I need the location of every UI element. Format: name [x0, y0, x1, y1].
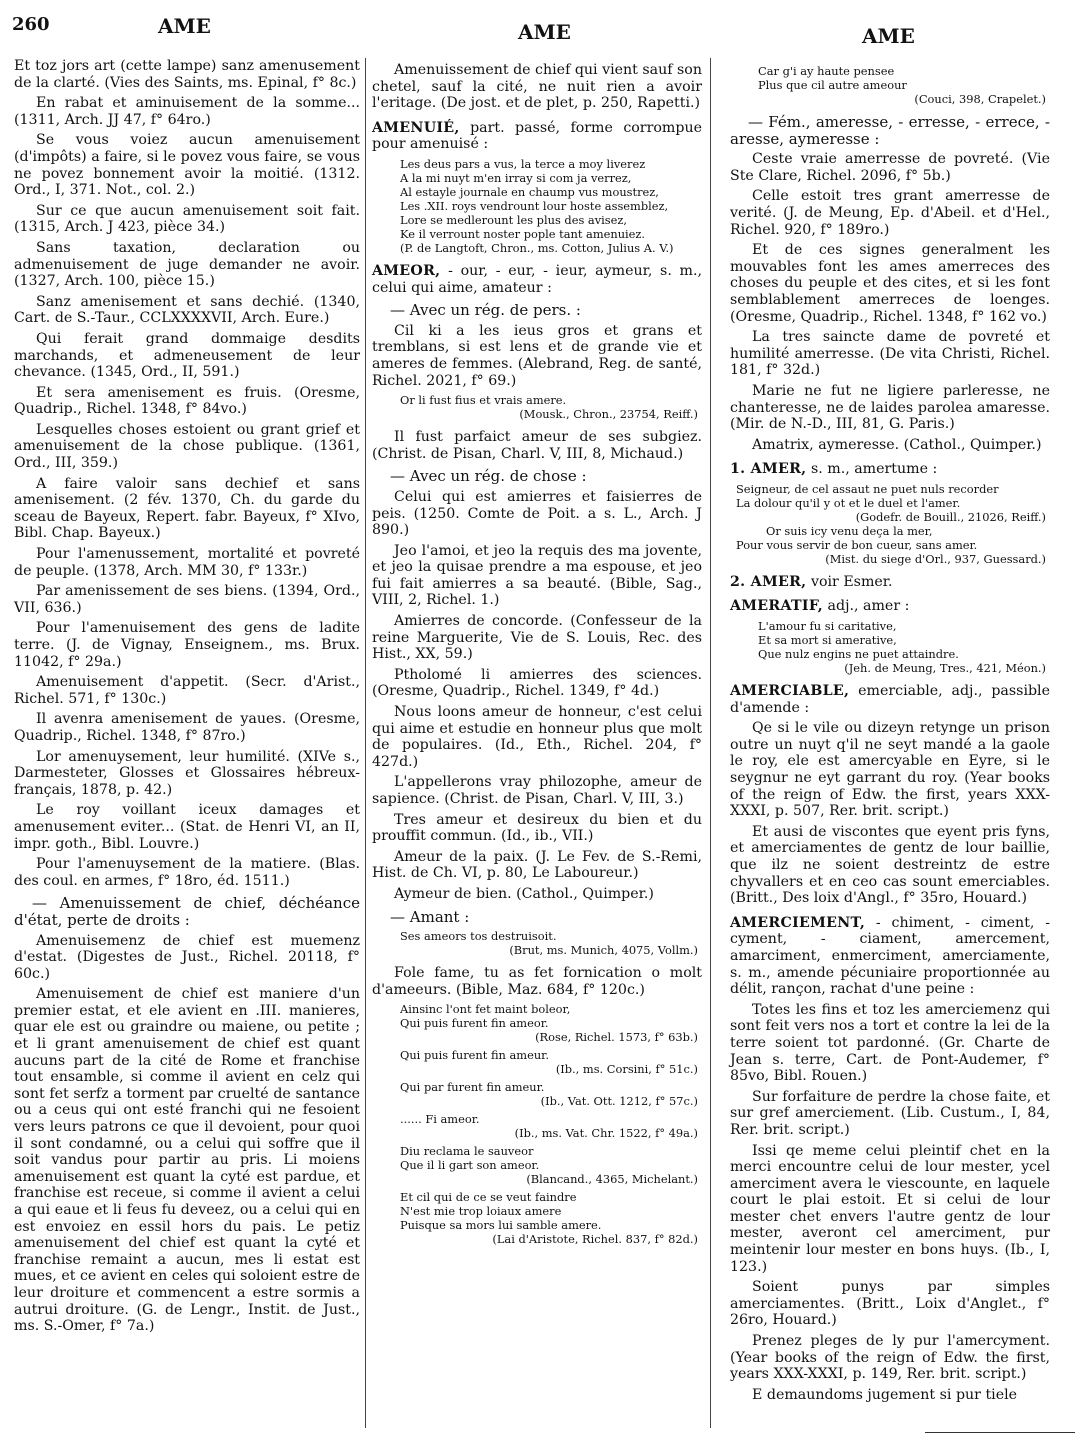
citation-verse	[736, 482, 1050, 566]
entry-paragraph: Amenuissement de chief qui vient sauf son chetel, sauf la cité, ne nuit rien a avoir l'eritage. (De jost. et de plet, p. 250, Rapetti.)	[372, 62, 702, 112]
lemma: 2. AMER,	[730, 573, 807, 590]
verse-line: Or suis icy venu deça la mer,	[766, 523, 933, 538]
column-divider	[710, 58, 711, 1428]
definition: adj., amer :	[827, 598, 910, 615]
verse-line: Diu reclama le sauveor	[400, 1144, 534, 1159]
lemma: AMERATIF,	[730, 598, 824, 615]
entry-paragraph: Amenuisemenz de chief est muemenz d'estat. (Digestes de Just., Richel. 20118, f° 60c.)	[14, 932, 360, 982]
verse-line: Que il li gart son ameor.	[400, 1158, 540, 1173]
verse-line: Ainsinc l'ont fet maint boleor,	[400, 1002, 571, 1017]
definition: s. m., amertume :	[810, 461, 938, 478]
lemma: AMERCIABLE,	[730, 683, 850, 700]
citation-source: (P. de Langtoft, Chron., ms. Cotton, Julius A. V.)	[400, 240, 674, 255]
entry-paragraph: Amenuisement d'appetit. (Secr. d'Arist., Richel. 571, f° 130c.)	[14, 674, 360, 707]
verse-line: Lore se medlerount les plus des avisez,	[400, 212, 627, 227]
verse-line: Et sa mort si amerative,	[758, 633, 897, 648]
definition: part. passé, forme corrompue pour amenuisé :	[372, 119, 702, 153]
entry-paragraph: Et sera amenisement es fruis. (Oresme, Quadrip., Richel. 1348, f° 84vo.)	[14, 384, 360, 418]
entry-amerciable	[730, 683, 1050, 716]
citation-source: (Jeh. de Meung, Tres., 421, Méon.)	[844, 661, 1046, 676]
verse-line: Car g'i ay haute pensee	[758, 64, 895, 78]
entry-paragraph: Amatrix, aymeresse. (Cathol., Quimper.)	[752, 436, 1042, 453]
citation-source: (Couci, 398, Crapelet.)	[914, 92, 1046, 106]
entry-paragraph: Et de ces signes generalment les mouvables font les ames amerreces des choses du peuple et des cites, et si les font semblablement amerreces de loenges. (Oresme, Quadrip., Richel. 1348, f° 162 vo.)	[730, 242, 1050, 325]
definition: - our, - eur, - ieur, aymeur, s. m., celui qui aime, amateur :	[372, 262, 702, 296]
sense-heading: — Avec un rég. de chose :	[390, 467, 587, 486]
definition: voir Esmer.	[810, 573, 893, 590]
entry-paragraph: Aymeur de bien. (Cathol., Quimper.)	[394, 885, 654, 902]
entry-paragraph: Et toz jors art (cette lampe) sanz amenusement de la clarté. (Vies des Saints, ms. Epinal, f° 8c.)	[14, 58, 360, 91]
entry-paragraph: Marie ne fut ne ligiere parleresse, ne chanteresse, ne de laides parolea amaresse. (Mir. de N.-D., III, 81, G. Paris.)	[730, 382, 1050, 433]
verse-line: Les .XII. roys vendrount lour hoste assemblez,	[400, 198, 669, 213]
entry-paragraph: Jeo l'amoi, et jeo la requis des ma jovente, et jeo la quisae prendre a ma espouse, et jeo fui fait amierres a sa beauté. (Bible, Sag., VIII, 2, Richel. 1.)	[372, 542, 702, 609]
entry-paragraph: Il fust parfaict ameur de ses subgiez. (Christ. de Pisan, Charl. V, III, 8, Michaud.)	[372, 429, 702, 462]
sense-heading: — Avec un rég. de pers. :	[390, 301, 581, 320]
entry-amer-1	[730, 461, 1050, 478]
citation-source: (Lai d'Aristote, Richel. 837, f° 82d.)	[492, 1232, 698, 1247]
lemma: AMERCIEMENT,	[730, 914, 866, 931]
running-head-left: AME	[158, 14, 211, 38]
entry-paragraph: Ceste vraie amerresse de povreté. (Vie Ste Clare, Richel. 2096, f° 5b.)	[730, 151, 1050, 184]
verse-line: ...... Fi ameor.	[400, 1112, 480, 1127]
citation-source: (Blancand., 4365, Michelant.)	[526, 1172, 698, 1187]
entry-paragraph: Pour l'amenussement, mortalité et povreté de peuple. (1378, Arch. MM 30, f° 133r.)	[14, 546, 360, 579]
entry-paragraph: Nous loons ameur de honneur, c'est celui qui aime et estudie en honneur plus que molt de populaires. (Id., Eth., Richel. 204, f° 427d.)	[372, 704, 702, 770]
sense-heading: — Amant :	[390, 907, 470, 926]
running-head-center: AME	[518, 20, 571, 44]
sense-heading: — Fém., ameresse, - erresse, - errece, - aresse, aymeresse :	[730, 113, 1050, 148]
verse-line: Or li fust fius et vrais amere.	[400, 393, 567, 408]
citation-source: (Ib., ms. Corsini, f° 51c.)	[555, 1062, 698, 1077]
definition: - chiment, - ciment, - cyment, - ciament, amercement, amarciment, enmerciment, amerciamente, s. m., amende pécuniaire proportionnée au délit, rançon, rachat d'une peine :	[730, 914, 1051, 998]
entry-paragraph: Celle estoit tres grant amerresse de verité. (J. de Meung, Ep. d'Abeil. et d'Hel., Richel. 920, f° 189ro.)	[730, 188, 1050, 238]
verse-line: Ses ameors tos destruisoit.	[400, 929, 557, 944]
definition: emerciable, adj., passible d'amende :	[730, 683, 1050, 716]
entry-paragraph: Le roy voillant iceux damages et amenusement eviter... (Stat. de Henri VI, an II, impr. goth., Bibl. Louvre.)	[14, 802, 360, 852]
entry-paragraph: Issi qe meme celui pleintif chet en la merci encountre celui de lour mester, ycel amerciment avera le viescounte, en laquele court le plai estoit. Et si celui de lour mester chet envers l'autre gentz de lour mester, averont cel amerciment, pur meintenir lour mester en bons huys. (Ib., I, 123.)	[730, 1142, 1050, 1275]
citation-source: (Mist. du siege d'Orl., 937, Guessard.)	[825, 551, 1046, 566]
entry-paragraph: Par amenissement de ses biens. (1394, Ord., VII, 636.)	[14, 583, 360, 616]
entry-amenuie	[372, 120, 702, 153]
entry-paragraph: L'appellerons vray philozophe, ameur de sapience. (Christ. de Pisan, Charl. V, III, 3.)	[372, 774, 702, 807]
entry-paragraph: Tres ameur et desireux du bien et du prouffit commun. (Id., ib., VII.)	[372, 811, 702, 845]
citation-verse	[758, 619, 1050, 675]
entry-paragraph: Qe si le vile ou dizeyn retynge un prison outre un nuyt q'il ne seyt mandé a la gaole le roy, ele est amercyable en Eyre, si le seygnur ne eyt garrant du roy. (Year books of the reign of Edw. the first, years XXX-XXXI, p. 507, Rer. brit. script.)	[730, 720, 1050, 820]
citation-source: (Ib., ms. Vat. Chr. 1522, f° 49a.)	[514, 1126, 698, 1141]
citation-source: (Rose, Richel. 1573, f° 63b.)	[535, 1030, 698, 1045]
verse-line: A la mi nuyt m'en irray si com ja verrez,	[400, 170, 632, 185]
column-divider	[365, 58, 366, 1428]
citation-verse	[758, 64, 1050, 106]
entry-paragraph: Cil ki a les ieus gros et grans et tremblans, si est lens et de grande vie et ameres de femmes. (Alebrand, Reg. de santé, Richel. 2021, f° 69.)	[372, 322, 702, 389]
entry-paragraph: Soient punys par simples amerciamentes. (Britt., Loix d'Anglet., f° 26ro, Houard.)	[730, 1279, 1050, 1329]
entry-paragraph: Qui ferait grand dommaige desdits marchands, et admeneusement de leur chevance. (1345, Ord., II, 591.)	[14, 330, 360, 381]
column-2	[372, 62, 702, 1254]
entry-paragraph: Sans taxation, declaration ou admenuisement de juge demander ne avoir. (1327, Arch. 100, pièce 15.)	[14, 239, 360, 290]
entry-paragraph: A faire valoir sans dechief et sans amenisement. (2 fév. 1370, Ch. du garde du sceau de Bayeux, Repert. fabr. Bayeux, f° XIvo, Bibl. Chap. Bayeux.)	[14, 475, 360, 542]
entry-paragraph: Prenez pleges de ly pur l'amercyment. (Year books of the reign of Edw. the first, years XXX-XXXI, p. 149, Rer. brit. script.)	[730, 1333, 1050, 1383]
verse-line: N'est mie trop loiaux amere	[400, 1204, 562, 1219]
entry-paragraph: Amierres de concorde. (Confesseur de la reine Marguerite, Vie de S. Louis, Rec. des Hist., XX, 59.)	[372, 613, 702, 663]
column-3	[730, 64, 1050, 1407]
entry-ameor	[372, 263, 702, 296]
citation-source: (Ib., Vat. Ott. 1212, f° 57c.)	[540, 1094, 698, 1109]
entry-paragraph: Il avenra amenisement de yaues. (Oresme, Quadrip., Richel. 1348, f° 87ro.)	[14, 711, 360, 744]
verse-line: Plus que cil autre ameour	[758, 78, 907, 92]
verse-line: Les deus pars a vus, la terce a moy liverez	[400, 156, 646, 171]
entry-paragraph: En rabat et aminuisement de la somme... (1311, Arch. JJ 47, f° 64ro.)	[14, 95, 360, 128]
entry-paragraph: Sur forfaiture de perdre la chose faite, et sur gref amerciement. (Lib. Custum., I, 84, Rer. brit. script.)	[730, 1088, 1050, 1138]
entry-paragraph: La tres saincte dame de povreté et humilité amerresse. (De vita Christi, Richel. 181, f° 32d.)	[730, 329, 1050, 379]
entry-ameratif	[730, 598, 1050, 615]
column-1	[14, 58, 360, 1339]
entry-paragraph: Sur ce que aucun amenuisement soit fait. (1315, Arch. J 423, pièce 34.)	[14, 202, 360, 236]
entry-paragraph: Sanz amenisement et sans dechié. (1340, Cart. de S.-Taur., CCLXXXXVII, Arch. Eure.)	[14, 293, 360, 327]
entry-paragraph: Totes les fins et toz les amerciemenz qui sont feit vers nos a tort et contre la lei de la terre soient tot pardonné. (Gr. Charte de Jean s. terre, Cart. de Pont-Audemer, f° 85vo, Bibl. Rouen.)	[730, 1001, 1050, 1085]
citation-verse	[400, 157, 702, 255]
entry-paragraph: Pour l'amenuysement de la matiere. (Blas. des coul. en armes, f° 18ro, éd. 1511.)	[14, 856, 360, 889]
entry-paragraph: Lesquelles choses estoient ou grant grief et amenuisement de la chose publique. (1361, Ord., III, 359.)	[14, 421, 360, 472]
citation-verse	[400, 929, 702, 957]
verse-line: Qui par furent fin ameur.	[400, 1080, 545, 1095]
entry-paragraph: Ameur de la paix. (J. Le Fev. de S.-Remi, Hist. de Ch. VI, p. 80, Le Laboureur.)	[372, 848, 702, 882]
entry-paragraph: Lor amenuysement, leur humilité. (XIVe s., Darmesteter, Glosses et Glossaires hébreux-français, 1878, p. 42.)	[14, 748, 360, 798]
verse-line: Ke il verrount noster pople tant amenuiez.	[400, 226, 646, 241]
page-number: 260	[12, 14, 50, 35]
verse-line: Puisque sa mors lui samble amere.	[400, 1218, 602, 1233]
verse-line: La dolour qu'il y ot et le duel et l'amer.	[736, 495, 961, 510]
verse-line: Al estayle journale en chaump vus moustrez,	[400, 184, 659, 199]
verse-line: Que nulz engins ne puet attaindre.	[758, 647, 959, 662]
entry-amer-2	[730, 574, 1050, 591]
entry-paragraph: Fole fame, tu as fet fornication o molt d'ameeurs. (Bible, Maz. 684, f° 120c.)	[372, 965, 702, 998]
entry-amerciement	[730, 915, 1050, 998]
lemma: 1. AMER,	[730, 461, 807, 478]
entry-paragraph: Et ausi de viscontes que eyent pris fyns, et amerciamentes de gentz de lour baillie, que ilz ne soient destreintz de estre chyvallers et en ceo cas sount emerciables. (Britt., Des loix d'Angl., f° 35ro, Houard.)	[730, 823, 1050, 907]
verse-line: L'amour fu si caritative,	[758, 619, 897, 634]
citation-source: (Mousk., Chron., 23754, Reiff.)	[519, 407, 698, 422]
entry-paragraph: E demaundoms jugement si pur tiele	[752, 1386, 1018, 1403]
entry-paragraph: Celui qui est amierres et faisierres de peis. (1250. Comte de Poit. a s. L., Arch. J 890.)	[372, 488, 702, 539]
citation-source: (Godefr. de Bouill., 21026, Reiff.)	[855, 509, 1046, 524]
entry-paragraph: Ptholomé li amierres des sciences. (Oresme, Quadrip., Richel. 1349, f° 4d.)	[372, 666, 702, 700]
citation-source: (Brut, ms. Munich, 4075, Vollm.)	[509, 943, 698, 958]
entry-paragraph: Pour l'amenuisement des gens de ladite terre. (J. de Vignay, Enseignem., ms. Brux. 11042, f° 29a.)	[14, 620, 360, 670]
lemma: AMEOR,	[372, 262, 441, 279]
entry-paragraph: Se vous voiez aucun amenuisement (d'impôts) a faire, si le povez vous faire, se vous ne povez bonnement avoir la moitié. (1312. Ord., I, 371. Not., col. 2.)	[14, 132, 360, 199]
verse-line: Pour vous servir de bon cueur, sans amer.	[736, 537, 978, 552]
verse-line: Qui puis furent fin ameur.	[400, 1048, 549, 1063]
verse-line: Seigneur, de cel assaut ne puet nuls recorder	[736, 481, 999, 496]
running-head-right: AME	[862, 24, 915, 48]
sense-heading: — Amenuissement de chief, déchéance d'état, perte de droits :	[14, 894, 360, 929]
verse-line: Qui puis furent fin ameor.	[400, 1016, 549, 1031]
page-bottom-rule	[925, 1432, 1075, 1433]
verse-line: Et cil qui de ce se veut faindre	[400, 1190, 577, 1205]
lemma: AMENUIÉ,	[372, 119, 460, 136]
entry-paragraph: Amenuisement de chief est maniere d'un premier estat, et ele avient en .III. manieres, quar ele est ou graindre ou maiene, ou petite ; et li grant amenuisement de chief est quant aucuns part de la cité de Rome et franchise tout ensamble, si comme il avient en celz qui sont fet serfz a torment par cruelté de santance ou a ceus qui ont esté franchi qui ne fesoient vers leurs patrons ce que il devoient, pour quoi il sont condamné, ou a celui qui soffre que il soit vandus pour partir au pris. Li moiens amenuisement est quant la cyté est pardue, et franchise est receue, si comme il avient a celui a qui eaue et li feus fu deveez, ou a celui qui en est envoiez en essil hors du pais. Le petiz amenuisement del chief est quant la cyté et franchise remaint a aucun, mes li estat est mues, et ce avient en celes qui soloient estre de leur droiture et commencent a estre sormis a autrui droiture. (G. de Lengr., Instit. de Just., ms. S.-Omer, f° 7a.)	[14, 986, 360, 1335]
citation-verse-group	[400, 1002, 702, 1246]
citation-verse	[400, 393, 702, 421]
